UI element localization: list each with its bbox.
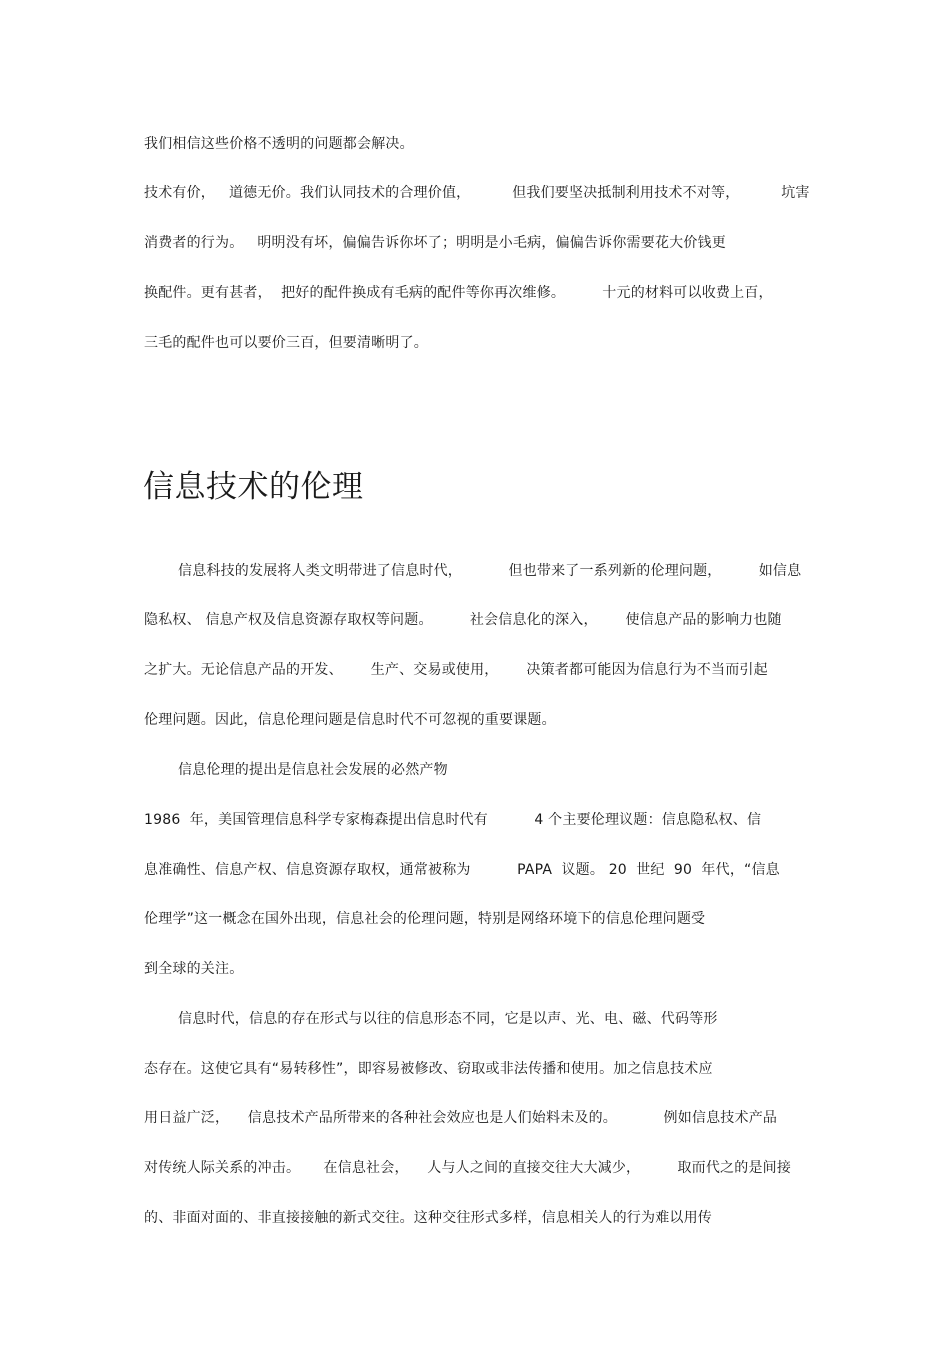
- section-heading: 信息技术的伦理: [143, 469, 364, 505]
- section-line-12: 用日益广泛， 信息技术产品所带来的各种社会效应也是人们始料未及的。 例如信息技术产品: [144, 1110, 778, 1126]
- intro-line-5: 三毛的配件也可以要价三百，但要清晰明了。: [144, 335, 428, 351]
- section-line-9: 到全球的关注。: [144, 961, 244, 977]
- section-line-11: 态存在。这使它具有“易转移性”，即容易被修改、窃取或非法传播和使用。加之信息技术应: [144, 1061, 713, 1077]
- intro-line-4: 换配件。更有甚者， 把好的配件换成有毛病的配件等你再次维修。 十元的材料可以收费上百，: [144, 285, 773, 301]
- section-line-1: 信息科技的发展将人类文明带进了信息时代， 但也带来了一系列新的伦理问题， 如信息: [178, 563, 802, 579]
- section-line-10: 信息时代，信息的存在形式与以往的信息形态不同，它是以声、光、电、磁、代码等形: [178, 1011, 718, 1027]
- section-line-3: 之扩大。无论信息产品的开发、 生产、交易或使用， 决策者都可能因为信息行为不当而引起: [144, 662, 768, 678]
- intro-line-2: 技术有价， 道德无价。我们认同技术的合理价值， 但我们要坚决抵制利用技术不对等， 坑害: [144, 185, 810, 201]
- section-line-7: 息准确性、信息产权、信息资源存取权，通常被称为 PAPA 议题。 20 世纪 90 年代，“信息: [144, 862, 780, 878]
- section-line-5: 信息伦理的提出是信息社会发展的必然产物: [178, 762, 448, 778]
- section-line-13: 对传统人际关系的冲击。 在信息社会， 人与人之间的直接交往大大减少， 取而代之的是间接: [144, 1160, 792, 1176]
- intro-line-1: 我们相信这些价格不透明的问题都会解决。: [144, 136, 414, 152]
- section-line-2: 隐私权、 信息产权及信息资源存取权等问题。 社会信息化的深入， 使信息产品的影响力也随: [144, 612, 782, 628]
- section-line-14: 的、非面对面的、非直接接触的新式交往。这种交往形式多样，信息相关人的行为难以用传: [144, 1210, 712, 1226]
- section-line-6: 1986 年，美国管理信息科学专家梅森提出信息时代有 4 个主要伦理议题：信息隐私权、信: [144, 812, 762, 828]
- intro-line-3: 消费者的行为。 明明没有坏，偏偏告诉你坏了；明明是小毛病，偏偏告诉你需要花大价钱更: [144, 235, 726, 251]
- section-line-4: 伦理问题。因此，信息伦理问题是信息时代不可忽视的重要课题。: [144, 712, 556, 728]
- section-line-8: 伦理学”这一概念在国外出现，信息社会的伦理问题，特别是网络环境下的信息伦理问题受: [144, 911, 706, 927]
